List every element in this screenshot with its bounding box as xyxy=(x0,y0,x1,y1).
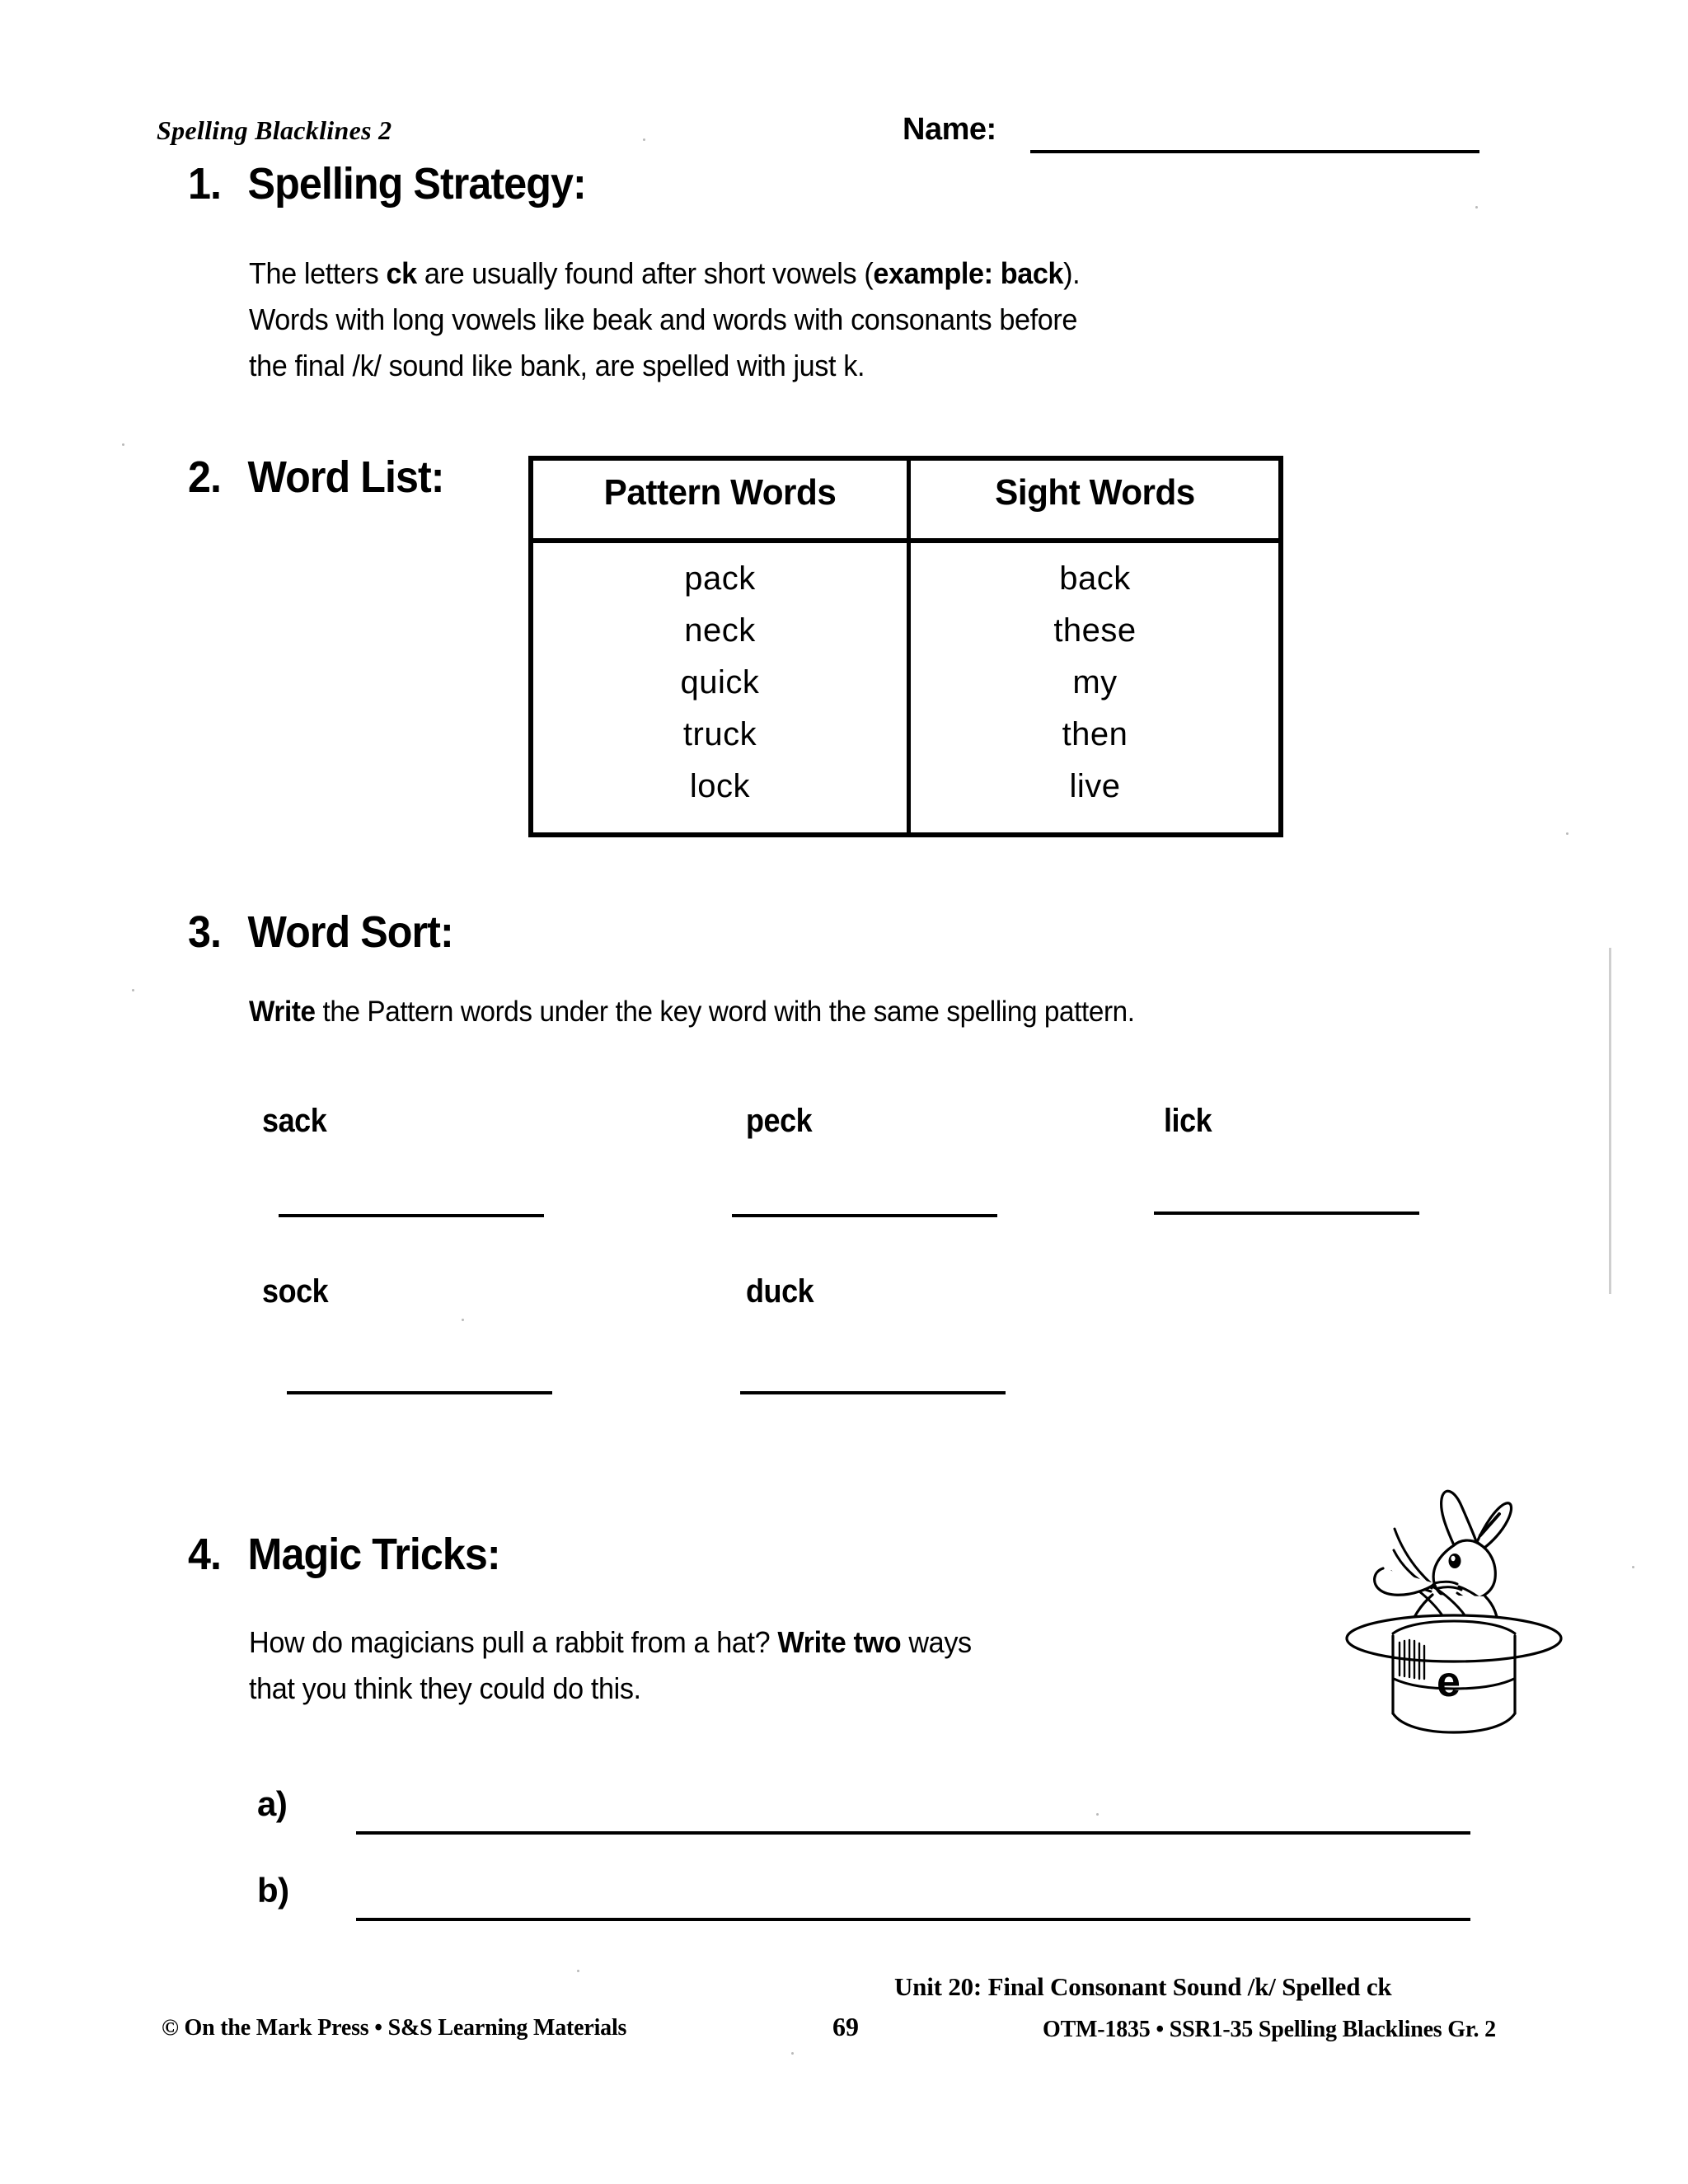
strategy-line1-part2: are usually found after short vowels ( xyxy=(416,256,874,290)
spelling-strategy-text xyxy=(249,251,1470,389)
worksheet-series-title: Spelling Blacklines 2 xyxy=(157,115,392,145)
strategy-line1-part1: The letters xyxy=(249,256,387,290)
word-sort-key-duck: duck xyxy=(746,1273,814,1310)
word-sort-instruction-rest: the Pattern words under the key word with the same spelling pattern. xyxy=(315,996,1135,1028)
pattern-word: pack xyxy=(684,560,756,597)
strategy-line2: Words with long vowels like beak and words with consonants before xyxy=(249,302,1078,336)
scan-speckle xyxy=(1096,1813,1099,1816)
word-sort-write-bold: Write xyxy=(249,996,316,1028)
section-1-number: 1. xyxy=(188,159,222,209)
name-input-line[interactable] xyxy=(1030,150,1479,153)
word-sort-answer-line-sock-1[interactable] xyxy=(287,1391,552,1394)
section-3-heading xyxy=(188,907,453,958)
word-sort-answer-line-duck-1[interactable] xyxy=(740,1391,1006,1394)
section-2-number: 2. xyxy=(188,452,222,502)
sight-word: live xyxy=(1069,768,1121,804)
word-sort-answer-line-lick-1[interactable] xyxy=(1154,1212,1419,1215)
answer-label-b: b) xyxy=(257,1871,289,1910)
pattern-word: lock xyxy=(689,768,751,804)
strategy-ck-bold: ck xyxy=(386,256,417,290)
scan-speckle xyxy=(791,2052,794,2055)
section-4-number: 4. xyxy=(188,1530,222,1579)
magic-write-two-bold: Write two xyxy=(777,1625,902,1659)
word-sort-instruction xyxy=(249,989,1517,1035)
word-sort-key-peck: peck xyxy=(746,1103,813,1139)
sight-word: then xyxy=(1062,716,1128,752)
pattern-word: truck xyxy=(682,716,757,752)
footer-product-code: OTM-1835 • SSR1-35 Spelling Blacklines Gr. 2 xyxy=(1043,2017,1496,2042)
sight-words-column xyxy=(911,553,1279,813)
magic-prompt-part1: How do magicians pull a rabbit from a hat? xyxy=(249,1625,778,1659)
scan-speckle xyxy=(132,989,134,991)
scan-speckle xyxy=(1632,1566,1634,1568)
word-sort-key-lick: lick xyxy=(1164,1103,1212,1139)
scan-speckle xyxy=(122,443,124,446)
answer-label-a: a) xyxy=(257,1784,288,1823)
pattern-words-column xyxy=(533,553,907,813)
footer-copyright: © On the Mark Press • S&S Learning Materials xyxy=(162,2015,627,2041)
word-sort-key-sack: sack xyxy=(262,1103,327,1139)
sight-word: my xyxy=(1072,664,1118,701)
rabbit-in-hat-illustration xyxy=(1334,1463,1573,1735)
sight-word: these xyxy=(1053,612,1137,649)
section-2-heading xyxy=(188,452,444,503)
section-4-title: Magic Tricks: xyxy=(247,1530,500,1579)
pattern-word: quick xyxy=(680,664,760,701)
scan-edge-line xyxy=(1609,948,1611,1294)
scan-speckle xyxy=(462,1319,464,1321)
section-3-title: Word Sort: xyxy=(247,907,453,957)
pattern-word: neck xyxy=(684,612,756,649)
section-4-heading xyxy=(188,1529,500,1580)
section-1-heading xyxy=(188,158,586,209)
section-2-title: Word List: xyxy=(247,452,444,502)
scan-speckle xyxy=(1566,832,1568,835)
section-1-title: Spelling Strategy: xyxy=(247,159,586,209)
sight-word: back xyxy=(1059,560,1131,597)
scan-speckle xyxy=(643,138,645,141)
footer-page-number: 69 xyxy=(832,2012,859,2041)
magic-prompt-part2: ways xyxy=(901,1625,972,1659)
column-header-pattern-words: Pattern Words xyxy=(603,472,837,513)
hat-letter-e: e xyxy=(1437,1658,1461,1706)
magic-tricks-prompt xyxy=(249,1619,1291,1712)
scan-speckle xyxy=(577,1970,579,1972)
column-header-sight-words: Sight Words xyxy=(995,472,1195,513)
strategy-line1-part3: ). xyxy=(1063,256,1081,290)
strategy-line3: the final /k/ sound like bank, are spelled with just k. xyxy=(249,349,865,382)
word-sort-answer-line-peck-1[interactable] xyxy=(732,1214,997,1217)
magic-prompt-line2: that you think they could do this. xyxy=(249,1671,641,1705)
answer-line-a[interactable] xyxy=(356,1831,1470,1835)
word-list-header-divider xyxy=(907,461,911,543)
answer-line-b[interactable] xyxy=(356,1918,1470,1921)
word-sort-key-sock: sock xyxy=(262,1273,329,1310)
strategy-example-bold: example: back xyxy=(873,256,1064,290)
word-sort-answer-line-sack-1[interactable] xyxy=(279,1214,544,1217)
word-list-table xyxy=(528,456,1283,837)
footer-unit-title: Unit 20: Final Consonant Sound /k/ Spelled ck xyxy=(894,1972,1392,2001)
scan-speckle xyxy=(1475,206,1478,209)
section-3-number: 3. xyxy=(188,907,222,957)
name-field-label: Name: xyxy=(903,112,996,147)
